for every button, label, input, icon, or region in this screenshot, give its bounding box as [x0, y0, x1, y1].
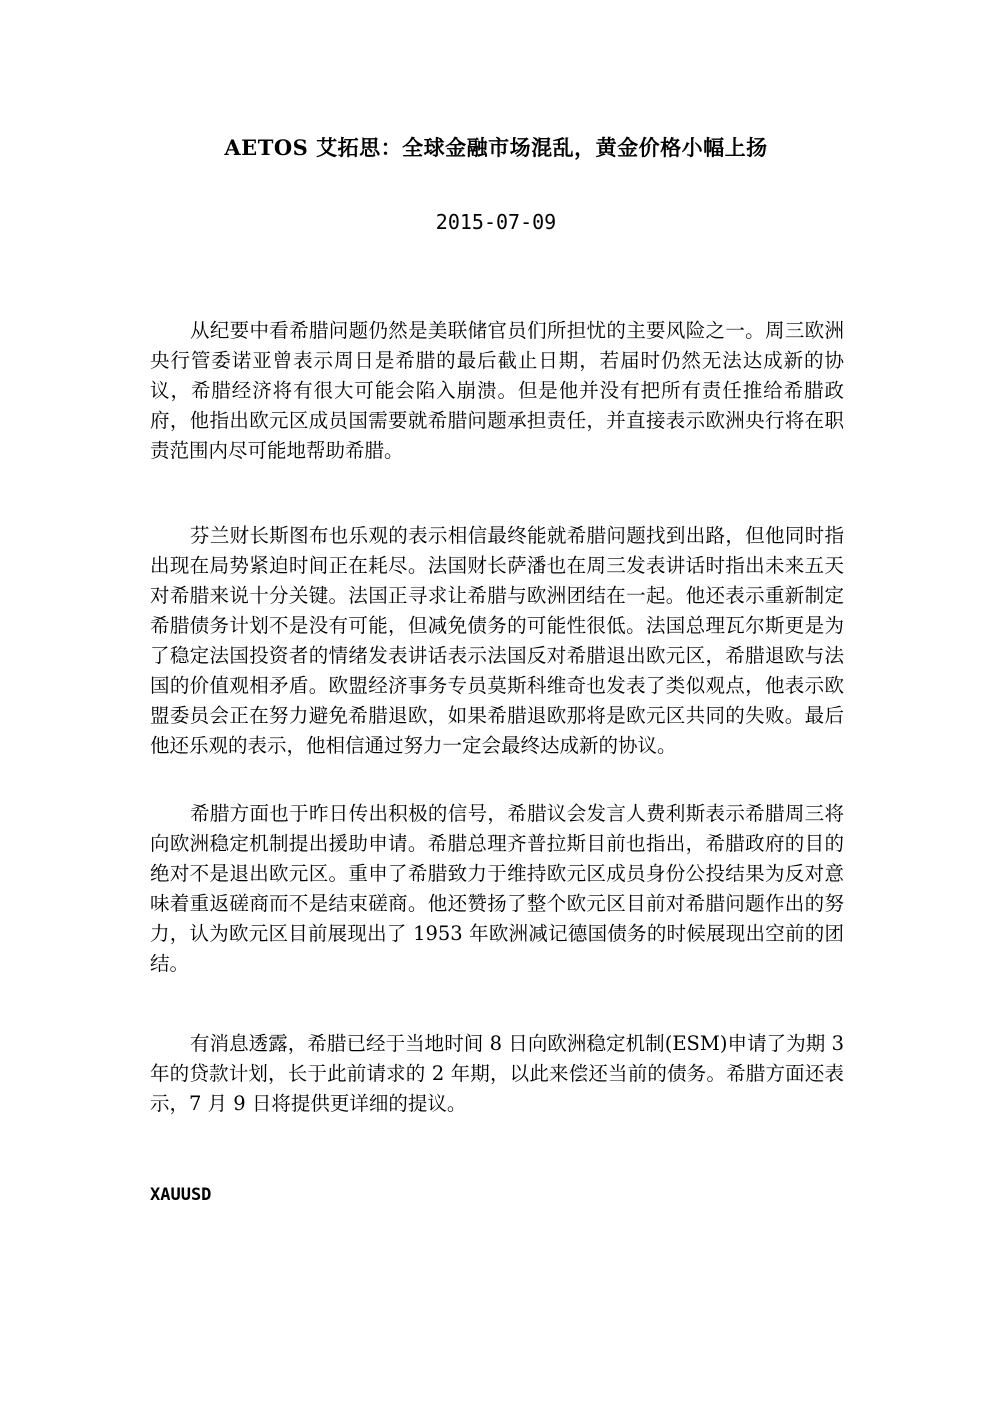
- document-title: AETOS 艾拓思：全球金融市场混乱，黄金价格小幅上扬: [224, 135, 768, 160]
- paragraph-4: 有消息透露，希腊已经于当地时间 8 日向欧洲稳定机制(ESM)申请了为期 3 年的贷款计划，长于此前请求的 2 年期，以此来偿还当前的债务。希腊方面还表示，7 月 9 日将提供更详细的提议。: [150, 1032, 844, 1115]
- symbol-label: XAUUSD: [150, 1185, 212, 1205]
- paragraph-2: 芬兰财长斯图布也乐观的表示相信最终能就希腊问题找到出路，但他同时指出现在局势紧迫时间正在耗尽。法国财长萨潘也在周三发表讲话时指出未来五天对希腊来说十分关键。法国正寻求让希腊与欧洲团结在一起。他还表示重新制定希腊债务计划不是没有可能，但减免债务的可能性很低。法国总理瓦尔斯更是为了稳定法国投资者的情绪发表讲话表示法国反对希腊退出欧元区，希腊退欧与法国的价值观相矛盾。欧盟经济事务专员莫斯科维奇也发表了类似观点，他表示欧盟委员会正在努力避免希腊退欧，如果希腊退欧那将是欧元区共同的失败。最后他还乐观的表示，他相信通过努力一定会最终达成新的协议。: [150, 524, 844, 757]
- paragraph-3: 希腊方面也于昨日传出积极的信号，希腊议会发言人费利斯表示希腊周三将向欧洲稳定机制提出援助申请。希腊总理齐普拉斯目前也指出，希腊政府的目的绝对不是退出欧元区。重申了希腊致力于维持欧元区成员身份公投结果为反对意味着重返磋商而不是结束磋商。他还赞扬了整个欧元区目前对希腊问题作出的努力，认为欧元区目前展现出了 1953 年欧洲减记德国债务的时候展现出空前的团结。: [150, 802, 844, 975]
- document-date: 2015-07-09: [435, 210, 557, 234]
- paragraph-1: 从纪要中看希腊问题仍然是美联储官员们所担忧的主要风险之一。周三欧洲央行管委诺亚曾表示周日是希腊的最后截止日期，若届时仍然无法达成新的协议，希腊经济将有很大可能会陷入崩溃。但是他并没有把所有责任推给希腊政府，他指出欧元区成员国需要就希腊问题承担责任，并直接表示欧洲央行将在职责范围内尽可能地帮助希腊。: [150, 319, 844, 462]
